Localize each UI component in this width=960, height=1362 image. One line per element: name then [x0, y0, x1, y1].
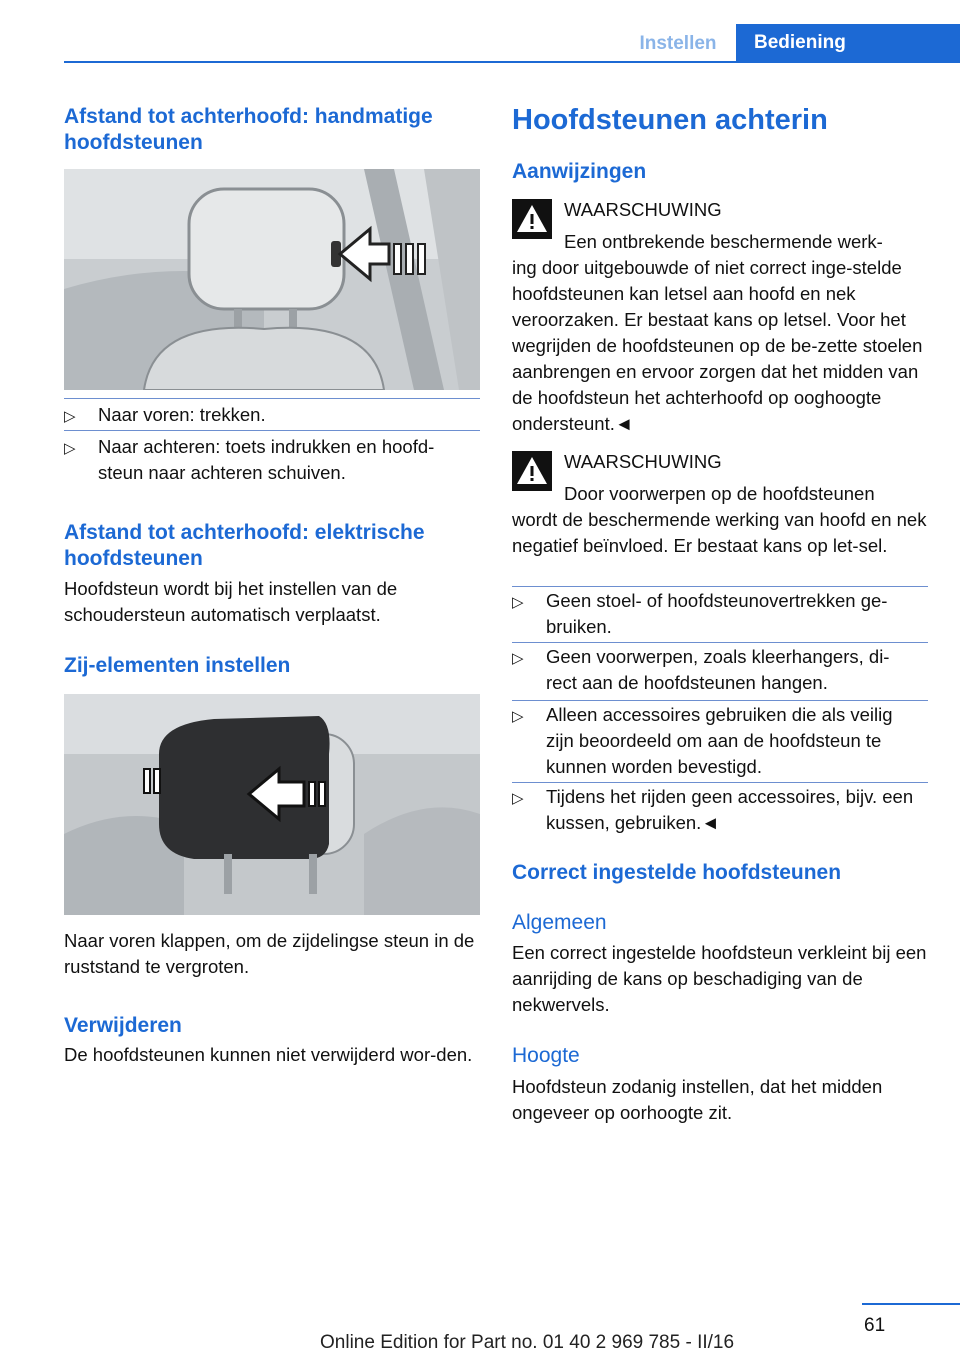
subheading-general: Algemeen [512, 911, 607, 934]
footer-rule [862, 1303, 960, 1305]
list-item-text: Geen stoel- of hoofdsteunovertrekken ge-bruiken. [546, 590, 888, 637]
list-item [64, 402, 480, 430]
header-rule [64, 61, 960, 63]
triangle-bullet-icon: ▷ [64, 408, 76, 425]
page-title: Hoofdsteunen achterin [512, 104, 828, 136]
list-item [512, 644, 928, 696]
paragraph: Naar voren klappen, om de zijdelingse steun in de ruststand te vergroten. [64, 930, 475, 977]
list-item-text: Naar achteren: toets indrukken en hoofd-steun naar achteren schuiven. [98, 436, 435, 483]
headrest-button-photo [64, 169, 480, 390]
warning-lead: Een ontbrekende beschermende werk- [564, 231, 883, 252]
paragraph: De hoofdsteunen kunnen niet verwijderd wor-den. [64, 1044, 473, 1065]
side-elements-photo [64, 694, 480, 915]
list-item-text: Tijdens het rijden geen accessoires, bijv. een kussen, gebruiken.◄ [546, 786, 914, 833]
divider [512, 700, 928, 701]
heading-remove: Verwijderen [64, 1014, 182, 1037]
heading-electric-headrests: Afstand tot achterhoofd: elektrische hoofdsteunen [64, 521, 425, 570]
list-item [512, 784, 928, 836]
paragraph: Hoofdsteun zodanig instellen, dat het midden ongeveer op oorhoogte zit. [512, 1076, 883, 1123]
heading-manual-headrests: Afstand tot achterhoofd: handmatige hoofdsteunen [64, 105, 433, 154]
list-item-text: Naar voren: trekken. [98, 404, 266, 425]
warning-lead: Door voorwerpen op de hoofdsteunen [564, 483, 875, 504]
divider [64, 430, 480, 431]
triangle-bullet-icon: ▷ [512, 790, 524, 807]
headrest-button-illustration [64, 169, 480, 390]
subheading-notes: Aanwijzingen [512, 160, 647, 183]
triangle-bullet-icon: ▷ [64, 440, 76, 457]
list-item-text: Alleen accessoires gebruiken die als veilig zijn beoordeeld om aan de hoofdsteun te kunnen worden bevestigd. [546, 704, 893, 777]
list-item [512, 588, 928, 640]
divider [64, 398, 480, 399]
warning-label: WAARSCHUWING [564, 451, 722, 472]
list-item-text: Geen voorwerpen, zoals kleerhangers, di-rect aan de hoofdsteunen hangen. [546, 646, 890, 693]
side-elements-illustration [64, 694, 480, 915]
edition-info: Online Edition for Part no. 01 40 2 969 785 - II/16 [320, 1332, 735, 1353]
triangle-bullet-icon: ▷ [512, 708, 524, 725]
divider [512, 782, 928, 783]
triangle-bullet-icon: ▷ [512, 594, 524, 611]
list-item [64, 434, 480, 486]
heading-side-elements: Zij-elementen instellen [64, 654, 291, 677]
divider [512, 642, 928, 643]
warning-label: WAARSCHUWING [564, 199, 722, 220]
warning-text: wordt de beschermende werking van hoofd en nek negatief beïnvloed. Er bestaat kans op let-sel. [512, 509, 927, 556]
subheading-height: Hoogte [512, 1044, 580, 1067]
warning-icon [512, 451, 552, 496]
tab-bediening[interactable]: Bediening [736, 24, 960, 62]
paragraph: Een correct ingestelde hoofdsteun verkleint bij een aanrijding de kans op beschadiging van de nekwervels. [512, 942, 927, 1015]
warning-icon [512, 199, 552, 244]
warning-text: ing door uitgebouwde of niet correct inge-stelde hoofdsteunen kan letsel aan hoofd en nek veroorzaken. Er bestaat kans op letsel. Voor het wegrijden de hoofdsteunen op de be-zette stoelen aanbrengen en ervoor zorgen dat het midden van de hoofdsteun het achterhoofd op ooghoogte ondersteunt.◄ [512, 257, 923, 434]
paragraph: Hoofdsteun wordt bij het instellen van de schoudersteun automatisch verplaatst. [64, 578, 398, 625]
tab-instellen[interactable]: Instellen [639, 32, 717, 54]
list-item [512, 702, 928, 780]
divider [512, 586, 928, 587]
triangle-bullet-icon: ▷ [512, 650, 524, 667]
page-number: 61 [864, 1315, 886, 1336]
heading-correct-headrests: Correct ingestelde hoofdsteunen [512, 861, 842, 884]
